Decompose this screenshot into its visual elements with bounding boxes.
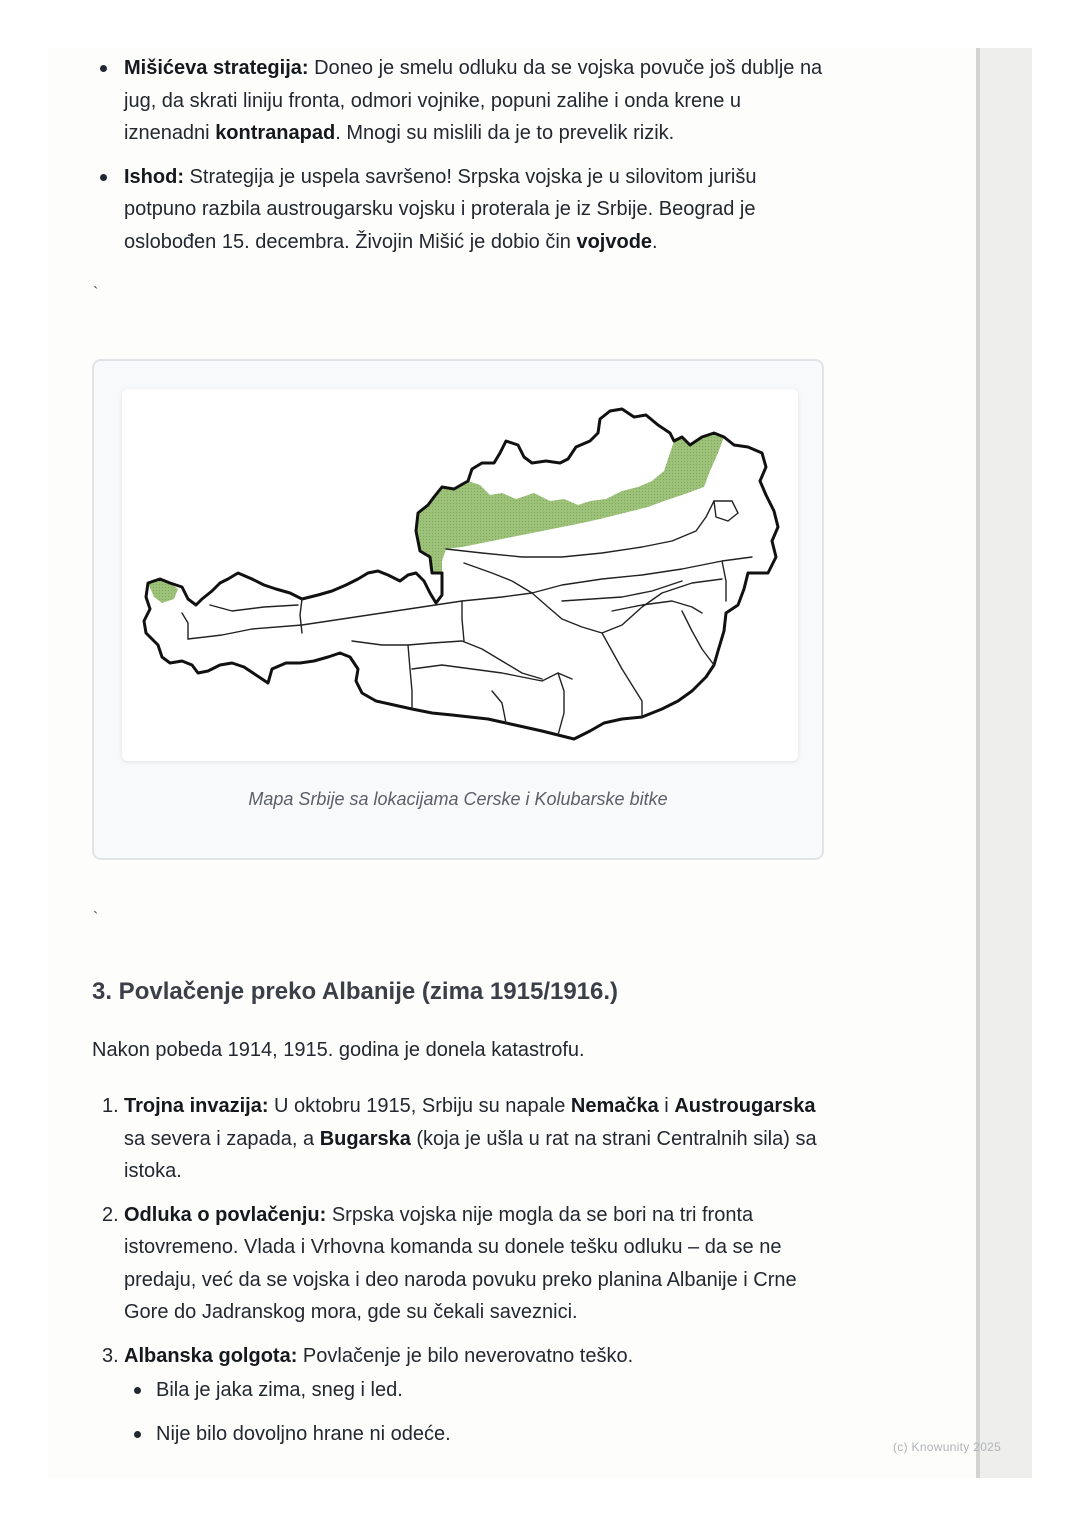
body-text: Povlačenje je bilo neverovatno teško. [297, 1344, 634, 1367]
watermark: (c) Knowunity 2025 [893, 1440, 1002, 1454]
emphasis-text: vojvode [576, 230, 653, 253]
body-text: Srpska vojska nije mogla da se bori na tri fronta istovremeno. Vlada i Vrhovna komanda su donele tešku odluku – da se ne predaju, već da se vojska i deo naroda povuku preko planina Albanije i Crne Gore do Jadranskog mora, gde su čekali saveznici. [124, 1203, 797, 1323]
sub-bullet-item: Nije bilo dovoljno hrane ni odeće. [124, 1418, 832, 1451]
item-term: Mišićeva strategija: [124, 57, 309, 79]
body-text: sa severa i zapada, a [124, 1127, 320, 1150]
body-text: i [658, 1095, 675, 1117]
body-text: U oktobru 1915, Srbiju su napale [268, 1095, 571, 1117]
numbered-item [92, 1199, 832, 1329]
item-term: Odluka o povlačenju: [124, 1203, 327, 1226]
bullet-item [92, 52, 832, 150]
region-map [122, 389, 798, 761]
body-text: . Mnogi su mislili da je to prevelik rizik. [335, 122, 675, 144]
item-term: Ishod: [124, 165, 184, 188]
retreat-step-list [92, 1090, 832, 1461]
strategy-bullet-list [92, 52, 832, 258]
item-term: Albanska golgota: [124, 1344, 298, 1367]
map-figure [92, 359, 824, 860]
numbered-item [92, 1340, 832, 1451]
sub-bullet-list [124, 1374, 832, 1450]
body-text: . [652, 230, 658, 253]
item-number: 2. [102, 1203, 119, 1226]
scrollbar[interactable] [976, 48, 1032, 1478]
item-number: 1. [102, 1095, 119, 1117]
bullet-item [92, 161, 832, 259]
map-panel [122, 389, 798, 761]
emphasis-text: Nemačka [570, 1095, 659, 1117]
emphasis-text: Austrougarska [674, 1095, 816, 1117]
figure-caption: Mapa Srbije sa lokacijama Cerske i Kolubarske bitke [248, 789, 668, 809]
sub-bullet-item: Bila je jaka zima, sneg i led. [124, 1374, 832, 1407]
item-number: 3. [102, 1344, 119, 1367]
stray-tick-mark: ` [93, 910, 99, 927]
emphasis-text: kontranapad [215, 122, 336, 144]
section-intro: Nakon pobeda 1914, 1915. godina je donela katastrofu. [92, 1039, 585, 1061]
stray-tick-mark: ` [93, 285, 99, 302]
body-text: (koja je ušla u rat na strani Centralnih sila) sa istoka. [124, 1127, 817, 1182]
section-two-content [92, 52, 832, 269]
body-text: Strategija je uspela savršeno! Srpska vojska je u silovitom jurišu potpuno razbila austrougarsku vojsku i proterala je iz Srbije. Beograd je oslobođen 15. decembra. Živojin Mišić je dobio čin [124, 165, 757, 253]
emphasis-text: Bugarska [319, 1127, 411, 1150]
numbered-item [92, 1090, 832, 1188]
section-heading: 3. Povlačenje preko Albanije (zima 1915/1916.) [92, 978, 619, 1005]
item-term: Trojna invazija: [124, 1095, 269, 1117]
body-text: Doneo je smelu odluku da se vojska povuče još dublje na jug, da skrati liniju fronta, odmori vojnike, popuni zalihe i onda krene u iznenadni [124, 57, 823, 144]
